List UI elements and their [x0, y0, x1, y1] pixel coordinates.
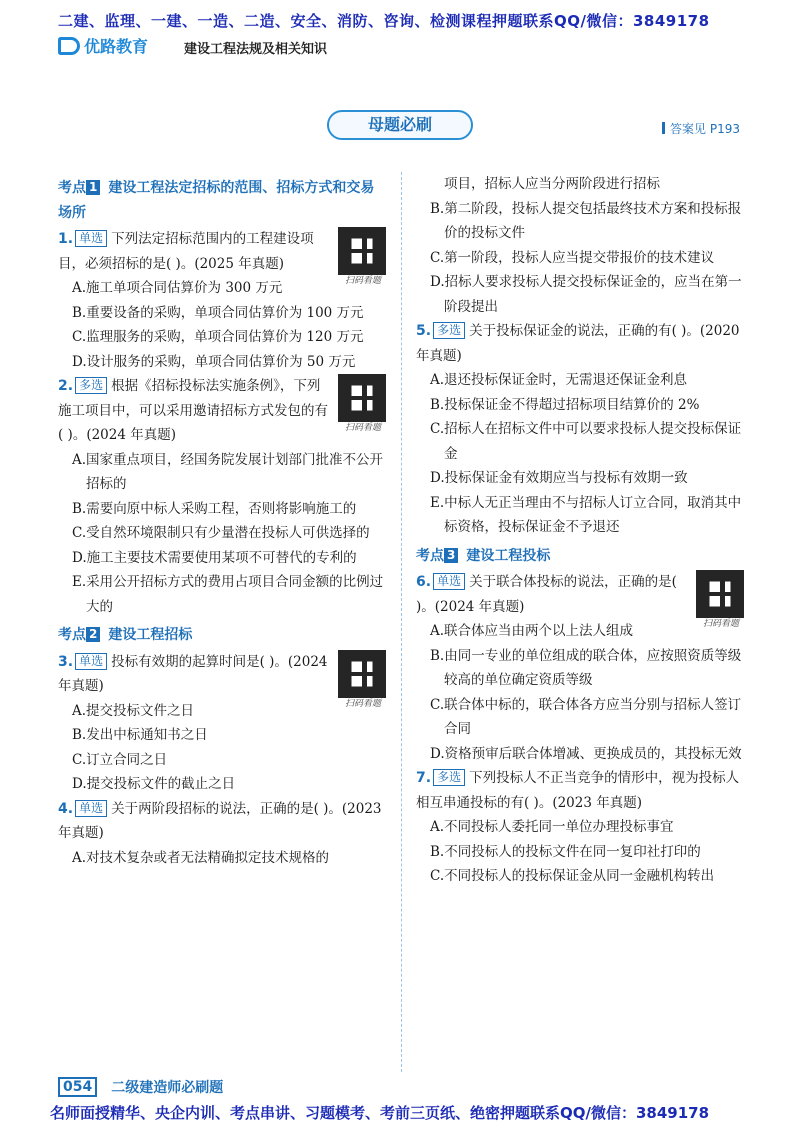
question-number: 3. — [58, 653, 74, 670]
option: D.施工主要技术需要使用某项不可替代的专利的 — [72, 549, 357, 566]
question-number: 5. — [416, 323, 432, 339]
column-divider — [401, 172, 402, 1072]
qr-code[interactable]: 扫码看题 — [696, 570, 746, 630]
question-stem: 下列法定招标范围内的工程建设项目，必须招标的是( )。(2025 年真题) — [58, 231, 314, 272]
left-column — [58, 172, 388, 870]
question-number: 6. — [416, 574, 432, 590]
option-list — [416, 619, 746, 766]
option-list — [58, 448, 388, 620]
question-type-tag: 单选 — [75, 653, 107, 670]
topic-number: 1 — [86, 180, 100, 195]
option: D.提交投标文件的截止之日 — [72, 776, 236, 792]
option: E.采用公开招标方式的费用占项目合同金额的比例过大的 — [72, 574, 384, 615]
question-type-tag: 单选 — [75, 800, 107, 817]
question-number: 7. — [416, 770, 432, 786]
question-4-continued — [416, 172, 746, 319]
question-3 — [58, 650, 388, 797]
option-continuation: 项目，招标人应当分两阶段进行招标 — [444, 176, 660, 192]
option: C.受自然环境限制只有少量潜在投标人可供选择的 — [72, 525, 370, 541]
question-type-tag: 多选 — [433, 322, 465, 339]
option: B.重要设备的采购，单项合同估算价为 100 万元 — [72, 304, 364, 321]
bottom-banner: 名师面授精华、央企内训、考点串讲、习题模考、考前三页纸、绝密押题联系QQ/微信：3849178 — [50, 1104, 710, 1122]
question-number: 1. — [58, 231, 74, 247]
top-banner: 二建、监理、一建、一造、二造、安全、消防、咨询、检测课程押题联系QQ/微信：3849178 — [58, 12, 710, 30]
topic-title: 建设工程招标 — [108, 627, 193, 643]
option-list — [58, 699, 388, 797]
option: B.需要向原中标人采购工程，否则将影响施工的 — [72, 500, 357, 517]
option: B.由同一专业的单位组成的联合体，应按照资质等级较高的单位确定资质等级 — [430, 647, 742, 688]
option-list — [416, 368, 746, 540]
option: C.联合体中标的，联合体各方应当分别与招标人签订合同 — [430, 696, 742, 737]
option: C.不同投标人的投标保证金从同一金融机构转出 — [430, 868, 715, 884]
qr-code-icon — [338, 650, 386, 698]
topic-heading: 考点 3 建设工程投标 — [416, 547, 551, 564]
question-2 — [58, 374, 388, 619]
question-type-tag: 多选 — [75, 377, 107, 394]
logo-text: 优路教育 — [84, 37, 149, 56]
question-stem: 关于联合体投标的说法，正确的是( )。(2024 年真题) — [416, 574, 677, 615]
option: E.中标人无正当理由不与招标人订立合同，取消其中标资格，投标保证金不予退还 — [430, 494, 742, 535]
question-5 — [416, 319, 746, 540]
option-list — [416, 815, 746, 889]
option: D.资格预审后联合体增减、更换成员的，其投标无效 — [430, 745, 742, 762]
option: A.对技术复杂或者无法精确拟定技术规格的 — [72, 849, 330, 866]
question-stem: 关于两阶段招标的说法，正确的是( )。(2023 年真题) — [58, 800, 382, 841]
topic-number: 2 — [86, 627, 100, 642]
qr-code[interactable]: 扫码看题 — [338, 650, 388, 710]
question-4 — [58, 797, 388, 871]
question-type-tag: 多选 — [433, 769, 465, 786]
option-list — [58, 276, 388, 374]
option: A.施工单项合同估算价为 300 万元 — [72, 280, 283, 296]
topic-number: 3 — [444, 548, 458, 563]
question-stem: 投标有效期的起算时间是( )。(2024 年真题) — [58, 653, 328, 694]
qr-code-icon — [696, 570, 744, 618]
qr-code[interactable]: 扫码看题 — [338, 374, 388, 434]
option: C.监理服务的采购，单项合同估算价为 120 万元 — [72, 329, 364, 345]
logo-icon — [58, 37, 80, 55]
question-number: 2. — [58, 378, 74, 394]
question-number: 4. — [58, 800, 74, 817]
qr-code-icon — [338, 374, 386, 422]
logo — [58, 34, 148, 57]
option: A.联合体应当由两个以上法人组成 — [430, 623, 634, 639]
page-footer — [58, 1077, 223, 1097]
page-number: 054 — [58, 1077, 97, 1097]
answer-reference: 答案见 P193 — [662, 120, 740, 137]
option: C.招标人在招标文件中可以要求投标人提交投标保证金 — [430, 421, 742, 462]
book-title: 二级建造师必刷题 — [111, 1080, 224, 1096]
option: A.不同投标人委托同一单位办理投标事宜 — [430, 819, 674, 835]
qr-code[interactable]: 扫码看题 — [338, 227, 388, 287]
topic-heading: 考点 2 建设工程招标 — [58, 627, 193, 643]
question-6 — [416, 570, 746, 766]
option: B.发出中标通知书之日 — [72, 727, 208, 743]
topic-title: 建设工程法定招标的范围、招标方式和交易场所 — [58, 180, 375, 221]
section-title: 母题必刷 — [327, 110, 473, 140]
option: C.第一阶段，投标人应当提交带报价的技术建议 — [430, 249, 715, 266]
option: B.不同投标人的投标文件在同一复印社打印的 — [430, 843, 701, 860]
qr-code-icon — [338, 227, 386, 275]
question-stem: 关于投标保证金的说法，正确的有( )。(2020 年真题) — [416, 323, 740, 364]
option: D.设计服务的采购，单项合同估算价为 50 万元 — [72, 353, 356, 370]
topic-title: 建设工程投标 — [466, 547, 551, 564]
right-column — [416, 172, 746, 889]
option: B.投标保证金不得超过招标项目结算价的 2% — [430, 396, 700, 413]
option: A.国家重点项目，经国务院发展计划部门批准不公开招标的 — [72, 451, 384, 492]
option: A.提交投标文件之日 — [72, 702, 195, 719]
question-stem: 根据《招标投标法实施条例》，下列施工项目中，可以采用邀请招标方式发包的有( )。(2024 年真题) — [58, 378, 328, 443]
question-1 — [58, 227, 388, 374]
option-list — [58, 846, 388, 871]
subject-title: 建设工程法规及相关知识 — [184, 42, 328, 57]
question-7 — [416, 766, 746, 889]
topic-heading: 考点 1 建设工程法定招标的范围、招标方式和交易场所 — [58, 180, 375, 221]
question-type-tag: 单选 — [433, 573, 465, 590]
question-type-tag: 单选 — [75, 230, 107, 247]
option: B.第二阶段，投标人提交包括最终技术方案和投标报价的投标文件 — [430, 200, 742, 241]
option: C.订立合同之日 — [72, 751, 168, 768]
option: A.退还投标保证金时，无需退还保证金利息 — [430, 372, 688, 388]
option: D.投标保证金有效期应当与投标有效期一致 — [430, 470, 688, 486]
question-stem: 下列投标人不正当竞争的情形中，视为投标人相互串通投标的有( )。(2023 年真题) — [416, 770, 740, 811]
option: D.招标人要求投标人提交投标保证金的，应当在第一阶段提出 — [430, 274, 742, 315]
